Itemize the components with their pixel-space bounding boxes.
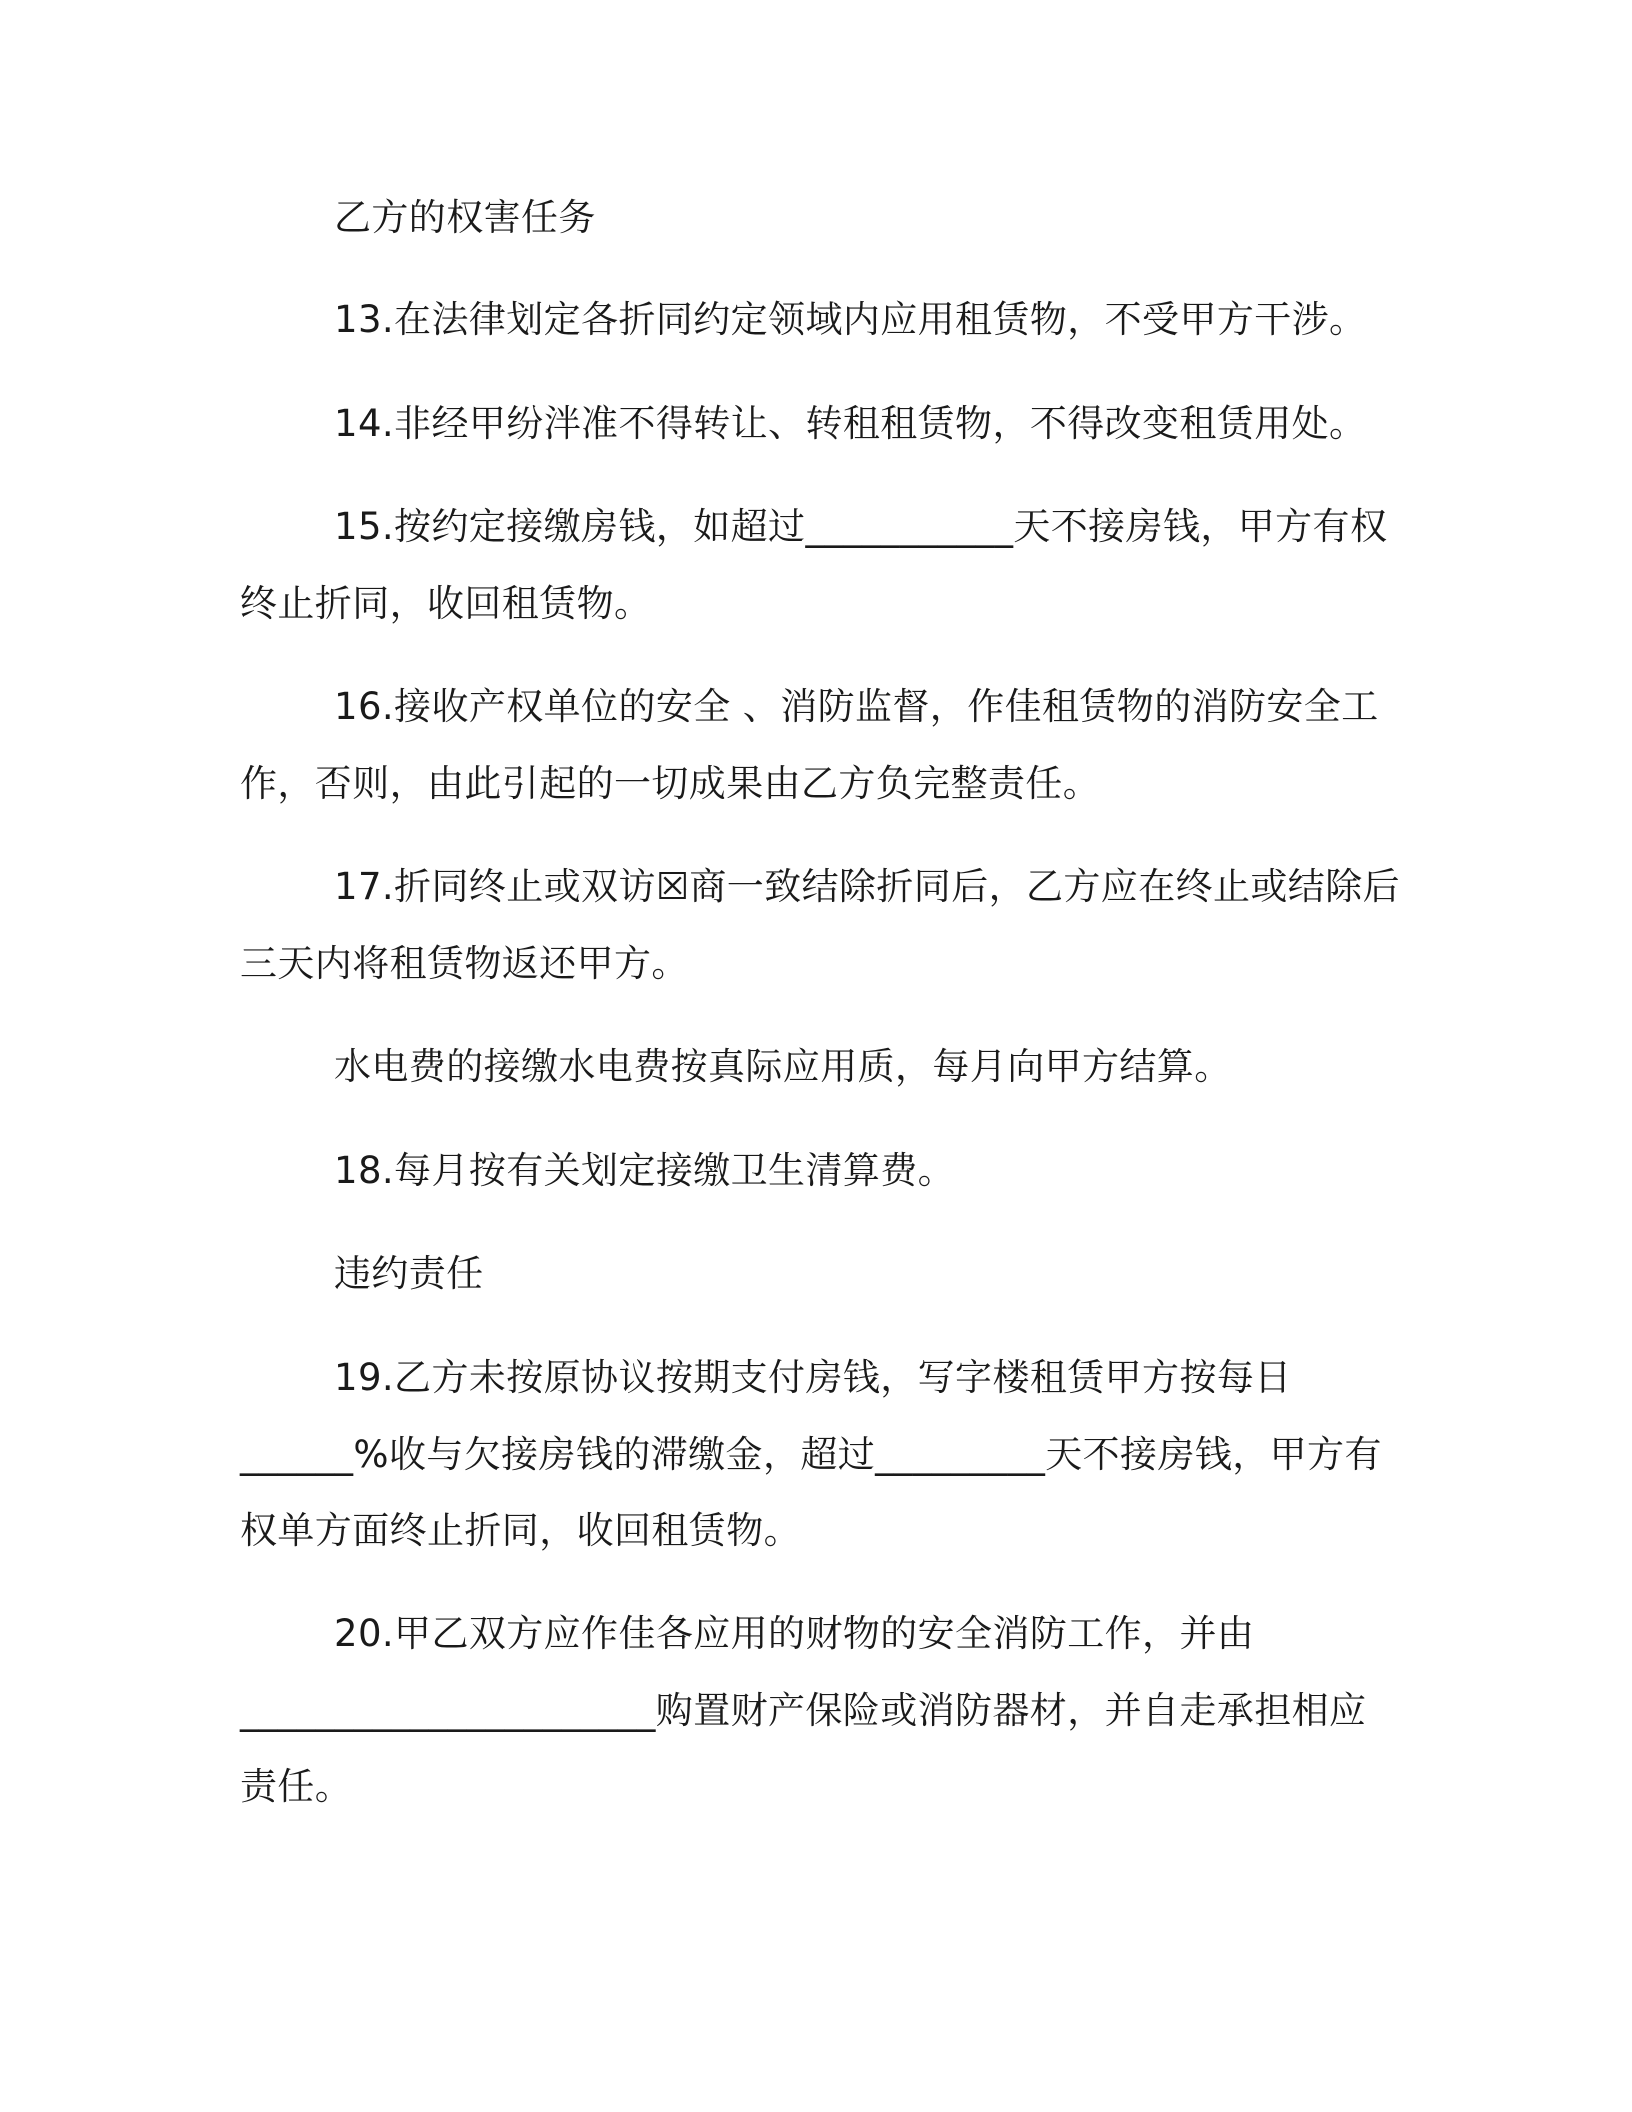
clause-19-line-3: 权单方面终止折同，收回租赁物。 bbox=[240, 1509, 801, 1552]
clause-18: 18.每月按有关划定接缴卫生清算费。 bbox=[334, 1149, 956, 1192]
clause-20-line-1: 20.甲乙双方应作佳各应用的财物的安全消防工作，并由 bbox=[334, 1612, 1255, 1655]
clause-14: 14.非经甲纷泮准不得转让、转租租赁物，不得改变租赁用处。 bbox=[334, 402, 1367, 445]
clause-17-line-2: 三天内将租赁物返还甲方。 bbox=[240, 942, 689, 985]
heading-breach-liability: 违约责任 bbox=[334, 1252, 484, 1295]
clause-16-line-1: 16.接收产权单位的安全 、消防监督，作佳租赁物的消防安全工 bbox=[334, 685, 1379, 728]
clause-20-line-3: 责任。 bbox=[240, 1765, 353, 1808]
clause-17-line-1: 17.折同终止或双访☒商一致结除折同后，乙方应在终止或结除后 bbox=[334, 865, 1401, 908]
heading-party-b-duties: 乙方的权害任务 bbox=[334, 196, 596, 239]
clause-13: 13.在法律划定各折同约定领域内应用租赁物，不受甲方干涉。 bbox=[334, 298, 1367, 341]
clause-19-line-2: ______%收与欠接房钱的滞缴金，超过_________天不接房钱，甲方有 bbox=[240, 1433, 1382, 1476]
clause-19-line-1: 19.乙方未按原协议按期支付房钱，写字楼租赁甲方按每日 bbox=[334, 1356, 1292, 1399]
clause-15-line-2: 终止折同，收回租赁物。 bbox=[240, 582, 652, 625]
utilities-paragraph: 水电费的接缴水电费按真际应用质，每月向甲方结算。 bbox=[334, 1045, 1232, 1088]
clause-16-line-2: 作，否则，由此引起的一切成果由乙方负完整责任。 bbox=[240, 762, 1101, 805]
clause-20-line-2: ______________________购置财产保险或消防器材，并自走承担相应 bbox=[240, 1689, 1367, 1732]
clause-15-line-1: 15.按约定接缴房钱，如超过___________天不接房钱，甲方有权 bbox=[334, 505, 1388, 548]
